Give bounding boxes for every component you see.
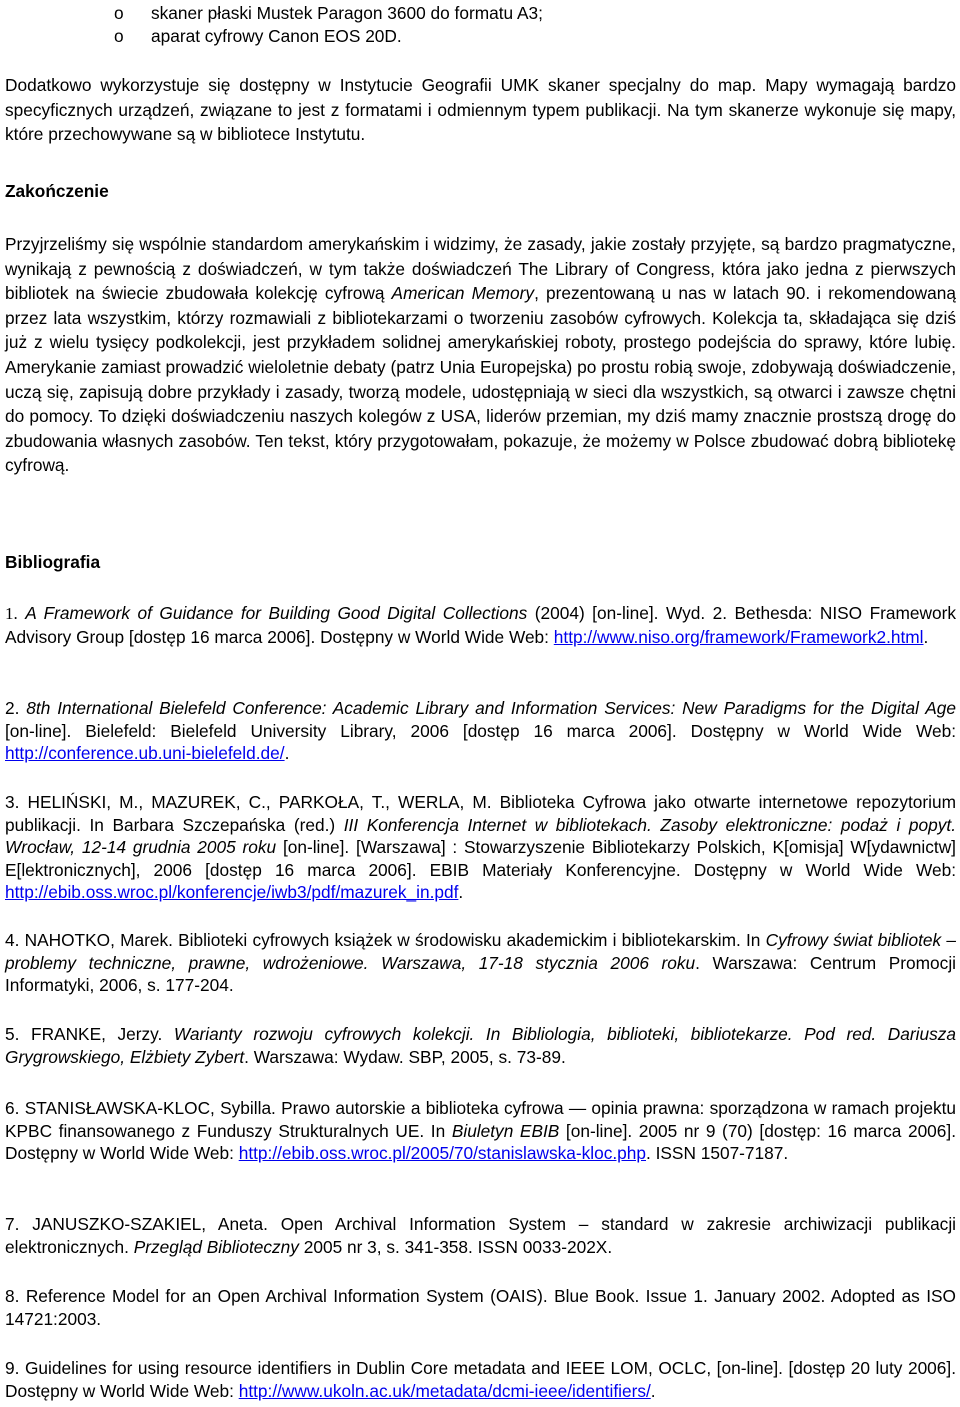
- reference-link[interactable]: http://conference.ub.uni-bielefeld.de/: [5, 743, 285, 764]
- intro-paragraph: [5, 73, 956, 147]
- reference-title: Przegląd Biblioteczny: [133, 1236, 299, 1257]
- reference-details: Guidelines for using resource identifiers in Dublin Core metadata and IEEE LOM, OCLC, [on-line]. [dostęp 20 luty 2006]. Dostępny w World Wide Web:: [5, 1358, 957, 1401]
- reference-item: [5, 602, 956, 648]
- reference-item: [5, 1097, 956, 1165]
- reference-number: 8.: [5, 1286, 20, 1306]
- conclusion-text-2: , prezentowaną u nas w latach 90. i rekomendowaną przez lata wszystkim, którzy rozmawiali z bibliotekarzami o tworzeniu zasobów cyfrowych. Kolekcja ta, składająca się dziś już z wielu tysięcy podkolekcji, jest przykładem solidnej amerykańskiej roboty, prostego podejścia do sprawy, które lubię. Amerykanie zamiast prowadzić wieloletnie debaty (patrz Unia Europejska) po prostu robią swoje, zdobywają doświadczenie, uczą się, zapisują dobre przykłady i zasady, tworzą modele, udostępniają w sieci dla wszystkich, są otwarci i zawsze chętni do pomocy. To dzięki doświadczeniu naszych kolegów z USA, liderów przemian, my dziś mamy znacznie prostszą drogę do zbudowania własnych zasobów. Ten tekst, który przygotowałam, pokazuje, że możemy w Polsce zbudować dobrą bibliotekę cyfrową.: [5, 283, 956, 476]
- bullet-marker: o: [114, 3, 124, 23]
- reference-number: 1.: [5, 604, 18, 623]
- reference-title: A Framework of Guidance for Building Good Digital Collections: [25, 603, 528, 623]
- reference-details: [on-line]. 2005 nr 9 (70) [dostęp: 16 marca 2006]. Dostępny w World Wide Web:: [5, 1120, 956, 1164]
- conclusion-paragraph: [5, 232, 956, 478]
- reference-number: 3.: [5, 792, 20, 812]
- conclusion-italic: American Memory: [391, 283, 535, 304]
- reference-details: [on-line]. Bielefeld: Bielefeld University Library, 2006 [dostęp 16 marca 2006]. Dostępny w World Wide Web:: [5, 720, 956, 741]
- reference-title: 8th International Bielefeld Conference: Academic Library and Information Services: New Paradigms for the Digital Age: [26, 698, 956, 718]
- reference-tail: .: [458, 882, 464, 903]
- reference-details: . Warszawa: Wydaw. SBP, 2005, s. 73-89.: [244, 1046, 566, 1067]
- reference-link[interactable]: http://ebib.oss.wroc.pl/konferencje/iwb3/pdf/mazurek_in.pdf: [5, 882, 459, 903]
- reference-title: Cyfrowy świat bibliotek – problemy techniczne, prawne, wdrożeniowe. Warszawa, 17-18 stycznia 2006 roku: [5, 930, 956, 973]
- intro-text: Dodatkowo wykorzystuje się dostępny w Instytucie Geografii UMK skaner specjalny do map. Mapy wymagają bardzo specyficznych urządzeń, związane to jest z formatami i odmiennym typem publikacji. Na tym skanerze wykonuje się mapy, które przechowywane są w bibliotece Instytutu.: [5, 75, 956, 145]
- reference-link[interactable]: http://www.ukoln.ac.uk/metadata/dcmi-ieee/identifiers/: [238, 1380, 651, 1401]
- reference-details: (2004) [on-line]. Wyd. 2. Bethesda: NISO Framework Advisory Group [dostęp 16 marca 2006]. Dostępny w World Wide Web:: [5, 603, 956, 647]
- reference-tail: .: [284, 743, 290, 764]
- reference-item: [5, 1023, 956, 1068]
- reference-item: [5, 1285, 956, 1330]
- conclusion-heading: Zakończenie: [5, 181, 109, 201]
- reference-details: [on-line]. [Warszawa] : Stowarzyszenie Bibliotekarzy Polskich, K[omisja] W[ydawnictw] E[lektronicznych], 2006 [dostęp 16 marca 2006]. EBIB Materiały Konferencyjne. Dostępny w World Wide Web:: [5, 837, 956, 880]
- reference-authors: JANUSZKO-SZAKIEL, Aneta. Open Archival Information System – standard w zakresie archiwizacji publikacji elektronicznych.: [5, 1214, 956, 1257]
- reference-authors: NAHOTKO, Marek. Biblioteki cyfrowych książek w środowisku akademickim i bibliotekarskim. In: [24, 930, 766, 950]
- reference-title: III Konferencja Internet w bibliotekach. Zasoby elektroniczne: podaż i popyt. Wrocław, 12-14 grudnia 2005 roku: [5, 814, 956, 858]
- reference-item: [5, 791, 956, 904]
- reference-title: Warianty rozwoju cyfrowych kolekcji. In Bibliologia, biblioteki, bibliotekarze. Pod red. Dariusza Grygrowskiego, Elżbiety Zybert: [5, 1024, 956, 1067]
- reference-number: 5.: [5, 1024, 20, 1044]
- reference-number: 2.: [5, 698, 20, 718]
- bullet-text: skaner płaski Mustek Paragon 3600 do formatu A3;: [151, 3, 543, 23]
- reference-authors: HELIŃSKI, M., MAZUREK, C., PARKOŁA, T., WERLA, M. Biblioteka Cyfrowa jako otwarte internetowe repozytorium publikacji. In Barbara Szczepańska (red.): [5, 792, 956, 835]
- reference-authors: FRANKE, Jerzy.: [31, 1024, 174, 1044]
- bullet-text: aparat cyfrowy Canon EOS 20D.: [151, 26, 402, 46]
- reference-item: [5, 929, 956, 997]
- reference-tail: .: [923, 626, 929, 647]
- reference-item: [5, 697, 956, 765]
- reference-details: . Warszawa: Centrum Promocji Informatyki, 2006, s. 177-204.: [5, 952, 956, 996]
- reference-tail: .: [650, 1380, 656, 1401]
- reference-item: [5, 1357, 956, 1402]
- bullet-marker: o: [114, 26, 124, 46]
- bibliography-heading: Bibliografia: [5, 552, 101, 572]
- reference-details: 2005 nr 3, s. 341-358. ISSN 0033-202X.: [298, 1236, 613, 1257]
- conclusion-text: Przyjrzeliśmy się wspólnie standardom amerykańskim i widzimy, że zasady, jakie zostały przyjęte, są bardzo pragmatyczne, wynikają z pewnością z doświadczeń, w tym także doświadczeń The Library of Congress, która jako jedna z pierwszych bibliotek na świecie zbudowała kolekcję cyfrową: [5, 234, 956, 304]
- reference-number: 9.: [5, 1358, 20, 1378]
- reference-title: Biuletyn EBIB: [451, 1120, 560, 1141]
- reference-link[interactable]: http://ebib.oss.wroc.pl/2005/70/stanislawska-kloc.php: [238, 1143, 646, 1164]
- reference-item: [5, 1213, 956, 1258]
- reference-tail: . ISSN 1507-7187.: [646, 1143, 789, 1164]
- reference-number: 6.: [5, 1098, 20, 1118]
- reference-number: 7.: [5, 1214, 20, 1234]
- reference-authors: STANISŁAWSKA-KLOC, Sybilla. Prawo autorskie a biblioteka cyfrowa — opinia prawna: sporządzona w ramach projektu KPBC finansowanego z Funduszy Strukturalnych UE. In: [5, 1098, 956, 1141]
- reference-number: 4.: [5, 930, 20, 950]
- reference-link[interactable]: http://www.niso.org/framework/Framework2.html: [553, 626, 924, 647]
- reference-details: Reference Model for an Open Archival Information System (OAIS). Blue Book. Issue 1. January 2002. Adopted as ISO 14721:2003.: [5, 1286, 956, 1329]
